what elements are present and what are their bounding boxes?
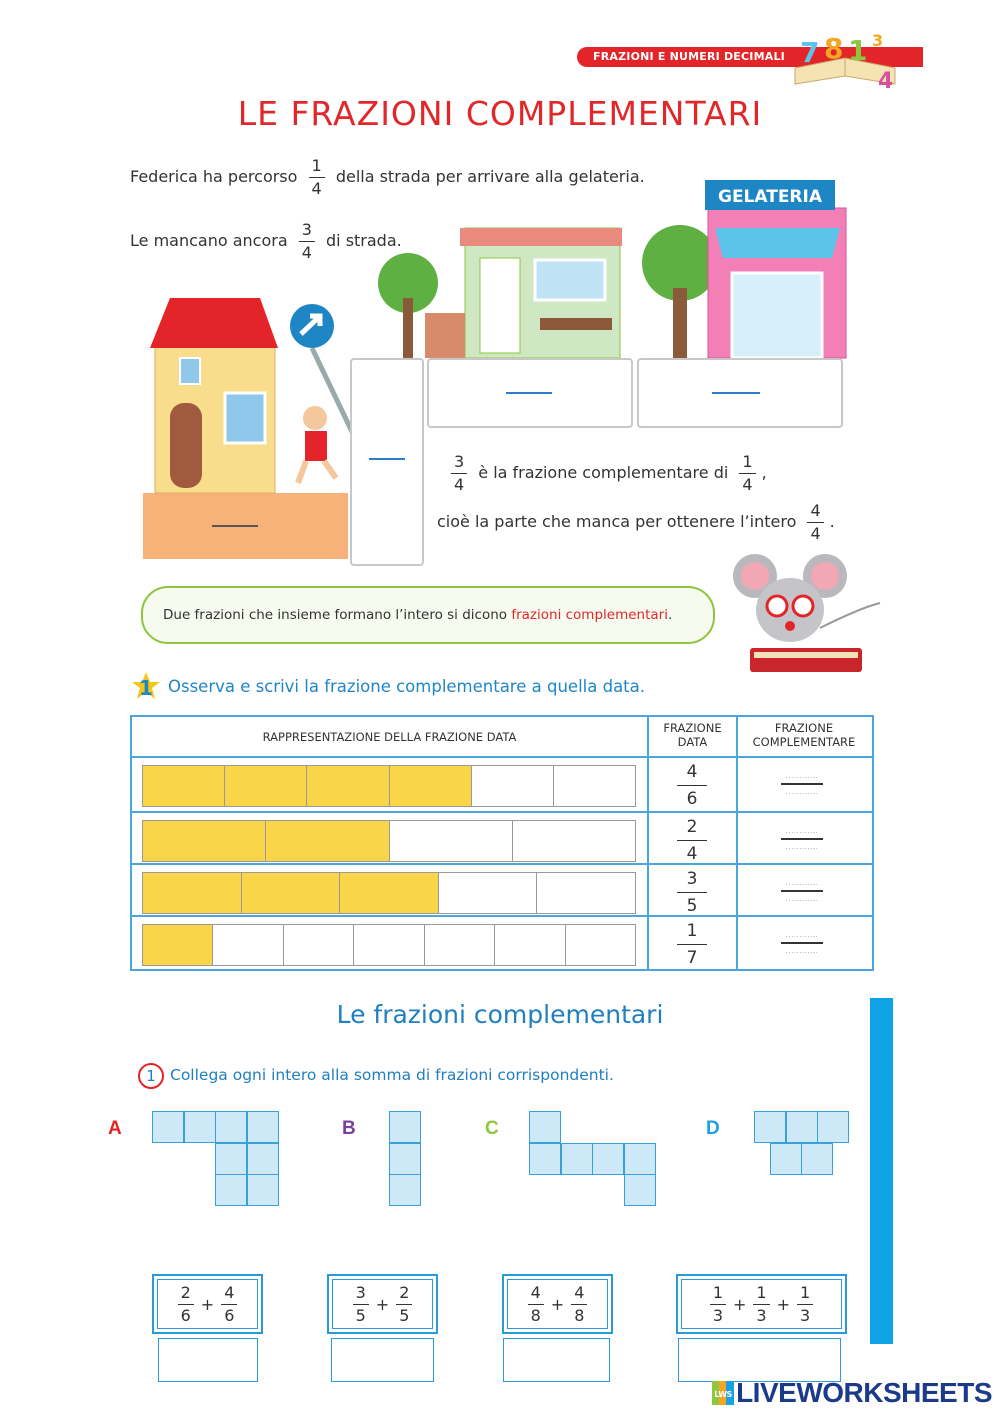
table-header: FRAZIONE DATA xyxy=(663,721,722,749)
filled-part xyxy=(266,821,389,861)
intro-text: della strada per arrivare alla gelateria. xyxy=(335,167,645,186)
answer-box[interactable] xyxy=(637,358,843,428)
grid-cell xyxy=(247,1143,279,1175)
exercise-title: Collega ogni intero alla somma di frazioni corrispondenti. xyxy=(170,1066,614,1084)
filled-part xyxy=(143,873,242,913)
section-title: Le frazioni complementari xyxy=(336,1000,664,1029)
liveworksheets-logo xyxy=(712,1377,992,1409)
empty-part xyxy=(213,925,283,965)
grid-cell xyxy=(770,1143,802,1175)
fraction: $\frac{3}{4}$ xyxy=(299,222,315,261)
answer-box[interactable] xyxy=(350,358,424,566)
fraction-bar xyxy=(142,820,636,862)
intro-text: di strada. xyxy=(326,231,402,250)
answer-box[interactable] xyxy=(427,358,633,428)
numbers-book-icon xyxy=(790,28,900,94)
fraction-bar xyxy=(142,765,636,807)
empty-part xyxy=(472,766,554,806)
grid-cell xyxy=(817,1111,849,1143)
svg-text:LWS: LWS xyxy=(714,1389,732,1399)
exercise-title: Osserva e scrivi la frazione complementare a quella data. xyxy=(168,677,646,696)
sum-box[interactable]: $\frac{4}{8}$ + $\frac{4}{8}$ xyxy=(502,1274,613,1334)
explanation-text: è la frazione complementare di xyxy=(478,463,729,482)
filled-part xyxy=(143,821,266,861)
answer-line xyxy=(506,392,552,394)
brand-text: LIVEWORKSHEETS xyxy=(736,1377,992,1408)
complement-answer[interactable]: ............ ............ xyxy=(752,879,852,903)
fraction: $\frac{1}{4}$ xyxy=(739,454,755,493)
page-title: LE FRAZIONI COMPLEMENTARI xyxy=(237,94,763,133)
fraction-table xyxy=(130,715,874,971)
answer-input-box[interactable] xyxy=(331,1338,434,1382)
grid-cell xyxy=(389,1143,421,1175)
grid-cell xyxy=(561,1143,593,1175)
complement-answer[interactable]: ............ ............ xyxy=(752,827,852,851)
exercise-number: 1 xyxy=(138,1063,164,1089)
grid-cell xyxy=(215,1174,247,1206)
answer-input-box[interactable] xyxy=(158,1338,258,1382)
fraction: $\frac{4}{4}$ xyxy=(807,503,823,542)
fraction: $\frac{3}{4}$ xyxy=(451,454,467,493)
grid-cell xyxy=(215,1111,247,1143)
answer-input-box[interactable] xyxy=(678,1338,841,1382)
label-a: A xyxy=(108,1118,122,1139)
filled-part xyxy=(143,925,213,965)
table-header: RAPPRESENTAZIONE DELLA FRAZIONE DATA xyxy=(262,730,517,744)
filled-part xyxy=(340,873,439,913)
grid-cell xyxy=(592,1143,624,1175)
empty-part xyxy=(354,925,424,965)
liveworksheets-badge-icon xyxy=(712,1381,734,1405)
grid-cell xyxy=(389,1111,421,1143)
complement-answer[interactable]: ............ ............ xyxy=(752,772,852,796)
empty-part xyxy=(554,766,635,806)
label-d: D xyxy=(706,1118,720,1139)
empty-part xyxy=(439,873,538,913)
explanation-line-2: cioè la parte che manca per ottenere l’intero $\frac{4}{4}$ . xyxy=(437,501,835,543)
sum-box[interactable]: $\frac{3}{5}$ + $\frac{2}{5}$ xyxy=(327,1274,438,1334)
empty-part xyxy=(284,925,354,965)
fraction-bar xyxy=(142,924,636,966)
answer-line xyxy=(369,458,405,460)
explanation-line-1: $\frac{3}{4}$ è la frazione complementare di $\frac{1}{4}$ , xyxy=(445,454,767,493)
grid-cell xyxy=(624,1143,656,1175)
label-b: B xyxy=(342,1118,356,1139)
given-fraction: 2 4 xyxy=(677,817,707,864)
grid-cell xyxy=(215,1143,247,1175)
grid-cell xyxy=(801,1143,833,1175)
chapter-label: FRAZIONI E NUMERI DECIMALI xyxy=(593,50,785,63)
filled-part xyxy=(143,766,225,806)
svg-text:1: 1 xyxy=(848,34,868,67)
explanation-text: cioè la parte che manca per ottenere l’intero xyxy=(437,512,797,531)
definition-callout xyxy=(141,586,715,644)
empty-part xyxy=(495,925,565,965)
given-fraction: 4 6 xyxy=(677,762,707,809)
filled-part xyxy=(390,766,472,806)
empty-part xyxy=(513,821,635,861)
exercise-number: 1 xyxy=(139,676,153,700)
intro-text: Federica ha percorso xyxy=(130,167,298,186)
fraction: $\frac{1}{4}$ xyxy=(309,158,325,197)
svg-text:7: 7 xyxy=(800,36,820,69)
filled-part xyxy=(242,873,341,913)
sum-box[interactable]: $\frac{1}{3}$ + $\frac{1}{3}$ + $\frac{1}{3}$ xyxy=(676,1274,847,1334)
empty-part xyxy=(390,821,513,861)
empty-part xyxy=(425,925,495,965)
grid-cell xyxy=(247,1111,279,1143)
shop-sign: GELATERIA xyxy=(717,187,823,207)
filled-part xyxy=(225,766,307,806)
answer-input-box[interactable] xyxy=(503,1338,610,1382)
svg-text:8: 8 xyxy=(824,32,844,65)
empty-part xyxy=(566,925,635,965)
given-fraction: 3 5 xyxy=(677,869,707,916)
grid-cell xyxy=(247,1174,279,1206)
grid-cell xyxy=(389,1174,421,1206)
grid-cell xyxy=(184,1111,216,1143)
grid-cell xyxy=(152,1111,184,1143)
svg-text:4: 4 xyxy=(878,69,894,94)
intro-text: Le mancano ancora xyxy=(130,231,288,250)
grid-cell xyxy=(754,1111,786,1143)
highlight-term: frazioni complementari xyxy=(511,607,668,623)
grid-cell xyxy=(529,1143,561,1175)
label-c: C xyxy=(485,1118,499,1139)
empty-part xyxy=(537,873,635,913)
filled-part xyxy=(307,766,389,806)
answer-line xyxy=(212,525,258,527)
mouse-mascot-icon xyxy=(730,548,890,678)
svg-text:3: 3 xyxy=(872,31,884,50)
grid-cell xyxy=(786,1111,818,1143)
answer-line xyxy=(712,392,760,394)
answer-box[interactable] xyxy=(143,493,348,561)
grid-cell xyxy=(529,1111,561,1143)
given-fraction: 1 7 xyxy=(677,921,707,968)
table-header: FRAZIONE COMPLEMENTARE xyxy=(752,721,856,749)
complement-answer[interactable]: ............ ............ xyxy=(752,931,852,955)
side-bar xyxy=(870,998,893,1344)
grid-cell xyxy=(624,1174,656,1206)
definition-text: Due frazioni che insieme formano l’intero si dicono frazioni complementari. xyxy=(163,607,673,623)
fraction-bar xyxy=(142,872,636,914)
sum-box[interactable]: $\frac{2}{6}$ + $\frac{4}{6}$ xyxy=(152,1274,263,1334)
